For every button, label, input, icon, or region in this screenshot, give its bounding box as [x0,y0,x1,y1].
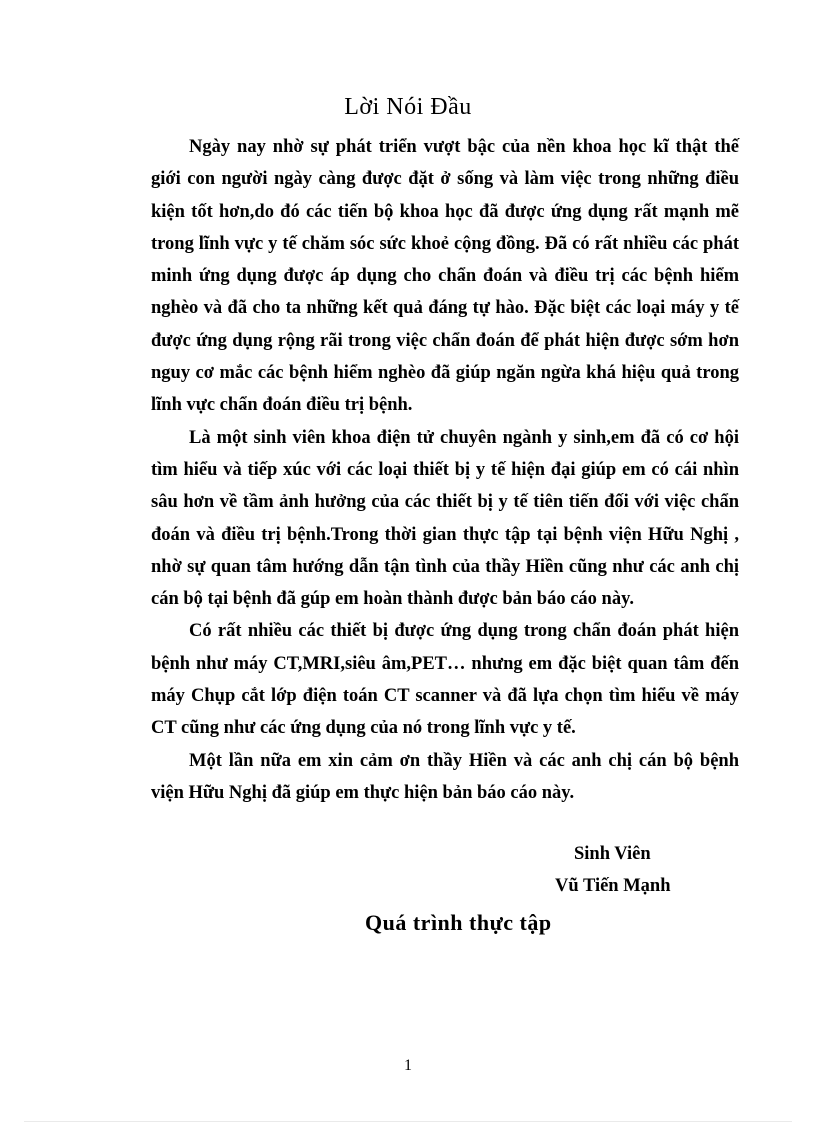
signature-title: Sinh Viên [574,844,651,864]
paragraph: Một lần nữa em xin cảm ơn thầy Hiền và các anh chị cán bộ bệnh viện Hữu Nghị đã giúp em thực hiện bản báo cáo này. [151,750,739,803]
signature-name: Vũ Tiến Mạnh [555,876,671,896]
page-title: Lời Nói Đầu [344,94,472,120]
section-heading: Quá trình thực tập [365,910,552,935]
paragraph: Ngày nay nhờ sự phát triển vượt bậc của nền khoa học kĩ thật thế giới con người ngày càng được đặt ở sống và làm việc trong những điều kiện tốt hơn,do đó các tiến bộ khoa học đã được ứng dụng rất mạnh mẽ trong lĩnh vực y tế chăm sóc sức khoẻ cộng đồng. Đã có rất nhiều các phát minh ứng dụng được áp dụng cho chẩn đoán và điều trị các bệnh hiểm nghèo và đã cho ta những kết quả đáng tự hào. Đặc biệt các loại máy y tế được ứng dụng rộng rãi trong việc chẩn đoán để phát hiện được sớm hơn nguy cơ mắc các bệnh hiểm nghèo đã giúp ngăn ngừa khá hiệu quả trong lĩnh vực chẩn đoán điều trị bệnh. [151,137,739,416]
body-text [151,131,739,809]
page-number: 1 [404,1057,412,1074]
paragraph: Là một sinh viên khoa điện tử chuyên ngành y sinh,em đã có cơ hội tìm hiểu và tiếp xúc với các loại thiết bị y tế hiện đại giúp em có cái nhìn sâu hơn về tầm ảnh hưởng của các thiết bị y tế tiên tiến đối với việc chẩn đoán và điều trị bệnh.Trong thời gian thực tập tại bệnh viện Hữu Nghị , nhờ sự quan tâm hướng dẫn tận tình của thầy Hiền cũng như các anh chị cán bộ tại bệnh đã gúp em hoàn thành được bản báo cáo này. [151,427,739,610]
page-bottom-divider [24,1121,792,1122]
paragraph: Có rất nhiều các thiết bị được ứng dụng trong chẩn đoán phát hiện bệnh như máy CT,MRI,siêu âm,PET… nhưng em đặc biệt quan tâm đến máy Chụp cắt lớp điện toán CT scanner và đã lựa chọn tìm hiểu về máy CT cũng như các ứng dụng của nó trong lĩnh vực y tế. [151,621,739,739]
